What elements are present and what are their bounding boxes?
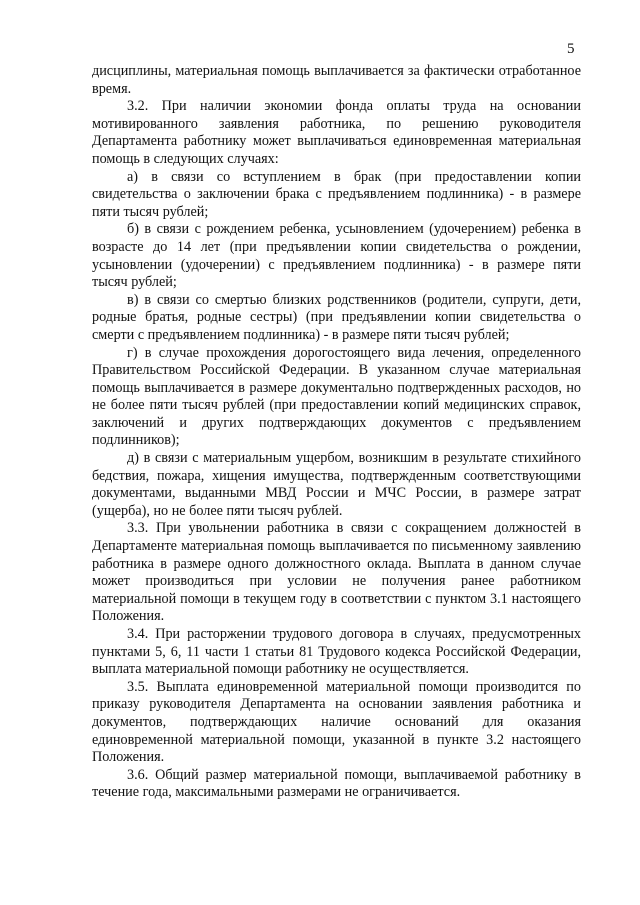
document-body: [92, 63, 581, 802]
paragraph-3-2-v: в) в связи со смертью близких родственников (родители, супруги, дети, родные братья, родные сестры) (при предъявлении копии свидетельства о смерти с предъявлением подлинника) - в размере пяти тысяч рублей;: [92, 291, 581, 343]
page-number: 5: [567, 41, 575, 57]
paragraph-3-4: 3.4. При расторжении трудового договора в случаях, предусмотренных пунктами 5, 6, 11 части 1 статьи 81 Трудового кодекса Российской Федерации, выплата материальной помощи работнику не осуществляется.: [92, 626, 581, 678]
paragraph-3-5: 3.5. Выплата единовременной материальной помощи производится по приказу руководителя Департамента на основании заявления работника и документов, подтверждающих наличие оснований для оказания единовременной материальной помощи, указанной в пункте 3.2 настоящего Положения.: [92, 678, 581, 766]
paragraph-3-6: 3.6. Общий размер материальной помощи, выплачиваемой работнику в течение года, максимальными размерами не ограничивается.: [92, 766, 581, 801]
paragraph-3-2-a: а) в связи со вступлением в брак (при предоставлении копии свидетельства о заключении брака с предъявлением подлинника) - в размере пяти тысяч рублей;: [92, 168, 581, 220]
paragraph-3-2-d: д) в связи с материальным ущербом, возникшим в результате стихийного бедствия, пожара, хищения имущества, подтвержденным соответствующими документами, выданными МВД России и МЧС России, в размере затрат (ущерба), но не более пяти тысяч рублей.: [92, 450, 581, 519]
paragraph-3-3: 3.3. При увольнении работника в связи с сокращением должностей в Департаменте материальная помощь выплачивается по письменному заявлению работника в размере одного должностного оклада. Выплата в данном случае может производиться при условии не получения ранее работником материальной помощи в текущем году в соответствии с пунктом 3.1 настоящего Положения.: [92, 520, 581, 625]
paragraph-3-2-b: б) в связи с рождением ребенка, усыновлением (удочерением) ребенка в возрасте до 14 лет (при предъявлении копии свидетельства о рождении, усыновлении (удочерении) с предъявлением подлинника) - в размере пяти тысяч рублей;: [92, 221, 581, 291]
paragraph-3-2-g: г) в случае прохождения дорогостоящего вида лечения, определенного Правительством Российской Федерации. В указанном случае материальная помощь выплачивается в размере документально подтвержденных расходов, но не более пяти тысяч рублей (при предоставлении копий медицинских справок, заключений и других подтверждающих документов с предъявлением подлинников);: [92, 344, 581, 449]
paragraph-continuation: дисциплины, материальная помощь выплачивается за фактически отработанное время.: [92, 63, 581, 97]
paragraph-3-2: 3.2. При наличии экономии фонда оплаты труда на основании мотивированного заявления работника, по решению руководителя Департамента работнику может выплачиваться единовременная материальная помощь в следующих случаях:: [92, 98, 581, 167]
